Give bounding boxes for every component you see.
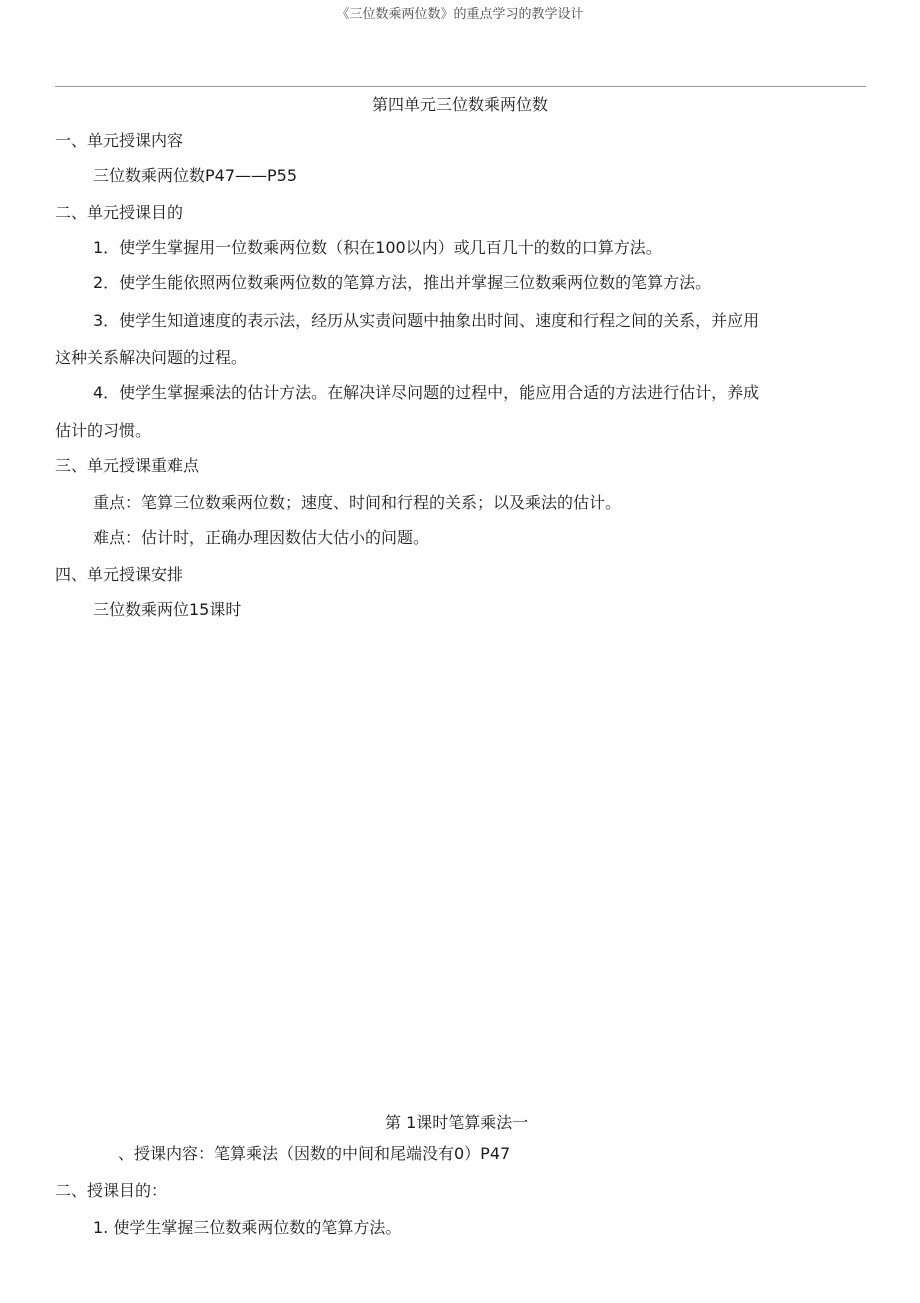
goal-item-1: 1．使学生掌握用一位数乘两位数（积在100以内）或几百几十的数的口算方法。	[93, 238, 662, 257]
lesson-title: 第 1课时笔算乘法一	[385, 1113, 529, 1132]
section-heading-schedule: 四、单元授课安排	[55, 565, 184, 584]
section-heading-goals: 二、单元授课目的	[55, 203, 184, 222]
section-content-line: 三位数乘两位数P47——P55	[93, 166, 298, 185]
key-point-line: 重点：笔算三位数乘两位数；速度、时间和行程的关系；以及乘法的估计。	[93, 493, 622, 512]
lesson-goal-heading: 二、授课目的：	[55, 1181, 168, 1200]
running-header: 《三位数乘两位数》的重点学习的教学设计	[336, 7, 584, 22]
difficult-point-line: 难点：估计时，正确办理因数估大估小的问题。	[93, 528, 430, 547]
section-heading-key-points: 三、单元授课重难点	[55, 456, 200, 475]
goal-item-2: 2．使学生能依照两位数乘两位数的笔算方法，推出并掌握三位数乘两位数的笔算方法。	[93, 273, 712, 292]
lesson-goal-item-1: 1. 使学生掌握三位数乘两位数的笔算方法。	[93, 1218, 402, 1237]
header-rule	[55, 86, 866, 87]
goal-item-3-continued: 这种关系解决问题的过程。	[55, 348, 248, 367]
goal-item-4-continued: 估计的习惯。	[55, 421, 152, 440]
section-heading-content: 一、单元授课内容	[55, 131, 184, 150]
goal-item-4: 4．使学生掌握乘法的估计方法。在解决详尽问题的过程中，能应用合适的方法进行估计，养成	[93, 383, 760, 402]
unit-title: 第四单元三位数乘两位数	[371, 95, 548, 114]
goal-item-3: 3．使学生知道速度的表示法，经历从实责问题中抽象出时间、速度和行程之间的关系，并应用	[93, 311, 760, 330]
schedule-line: 三位数乘两位15课时	[93, 600, 242, 619]
lesson-content-line: 、授课内容：笔算乘法（因数的中间和尾端没有0）P47	[118, 1144, 511, 1163]
